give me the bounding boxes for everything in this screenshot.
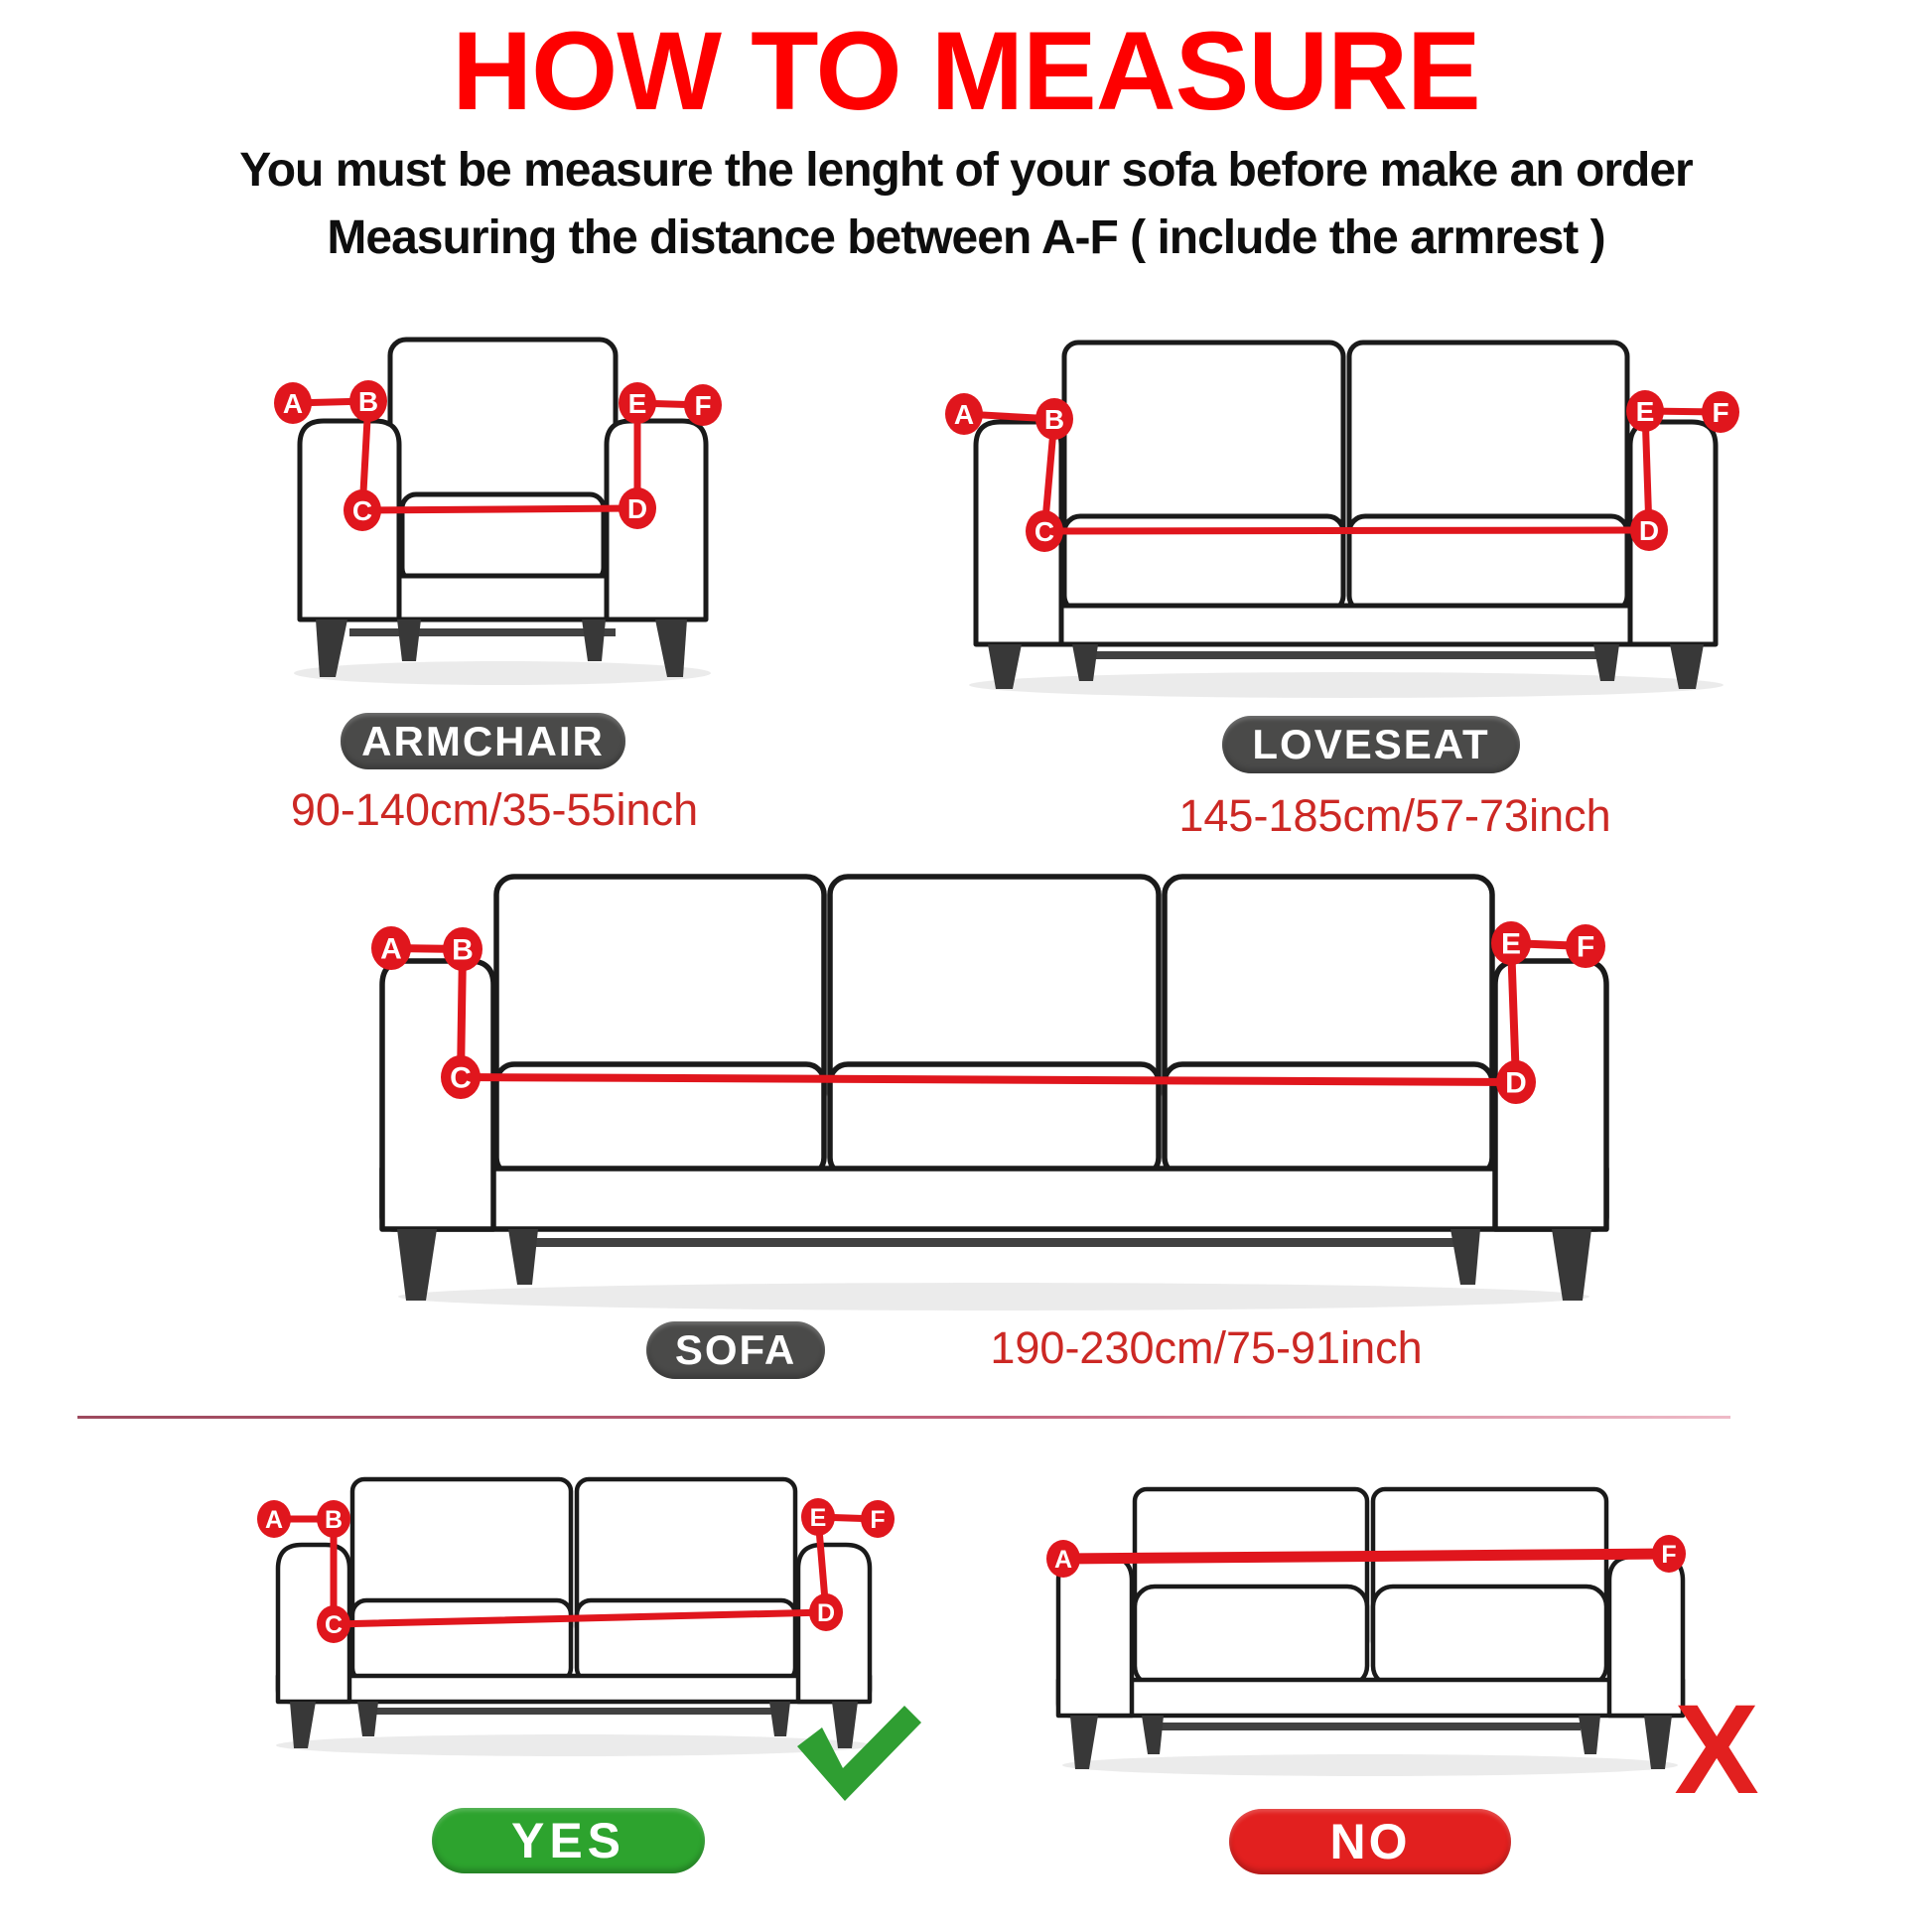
svg-text:D: D bbox=[626, 492, 648, 524]
svg-text:D: D bbox=[1638, 514, 1660, 546]
loveseat-label-pill bbox=[1222, 716, 1520, 773]
floor-shadow bbox=[276, 1734, 872, 1756]
svg-text:F: F bbox=[1712, 396, 1729, 428]
marker-e-badge bbox=[1491, 921, 1531, 965]
svg-text:E: E bbox=[1635, 395, 1655, 427]
sofa-leg bbox=[769, 1702, 790, 1736]
marker-d-badge bbox=[619, 487, 656, 529]
loveseat-diagram bbox=[941, 333, 1747, 698]
measure-line-cd bbox=[1044, 530, 1649, 531]
svg-text:F: F bbox=[1661, 1540, 1677, 1569]
svg-text:C: C bbox=[351, 494, 373, 526]
svg-text:A: A bbox=[953, 398, 975, 430]
sofa-leg bbox=[357, 1702, 378, 1736]
seat-cushion bbox=[1135, 1587, 1367, 1686]
svg-text:B: B bbox=[1043, 403, 1065, 435]
leg-stretcher bbox=[1078, 651, 1614, 659]
sofa-leg bbox=[397, 1229, 437, 1301]
left-armrest bbox=[382, 961, 493, 1229]
sofa-leg bbox=[1142, 1716, 1164, 1754]
loveseat-size-range: 145-185cm/57-73inch bbox=[1178, 790, 1611, 841]
measure-line-cd bbox=[461, 1077, 1516, 1082]
sofa-size-range: 190-230cm/75-91inch bbox=[990, 1322, 1423, 1373]
marker-f-badge bbox=[861, 1500, 895, 1538]
marker-c-badge bbox=[317, 1605, 350, 1643]
marker-a-badge bbox=[257, 1500, 291, 1538]
armchair-size-range: 90-140cm/35-55inch bbox=[290, 784, 699, 835]
floor-shadow bbox=[294, 661, 711, 685]
sofa-base bbox=[1058, 1680, 1683, 1716]
armchair-label: ARMCHAIR bbox=[361, 717, 605, 764]
armchair-label-pill bbox=[341, 713, 625, 769]
sofa-base bbox=[976, 606, 1716, 644]
marker-f-badge bbox=[1652, 1535, 1686, 1573]
sofa-leg bbox=[508, 1229, 538, 1285]
sofa-label: SOFA bbox=[674, 1326, 797, 1373]
armchair-diagram bbox=[268, 333, 725, 685]
check-icon bbox=[797, 1706, 921, 1801]
marker-b-badge bbox=[443, 927, 483, 971]
section-divider bbox=[77, 1416, 1730, 1419]
svg-text:B: B bbox=[324, 1505, 344, 1534]
marker-f-badge bbox=[1566, 924, 1605, 968]
measure-line-af bbox=[1063, 1554, 1669, 1559]
sofa-base bbox=[278, 1676, 870, 1702]
sofa-label-pill bbox=[646, 1321, 825, 1379]
sofa-leg bbox=[1450, 1229, 1480, 1285]
leg-stretcher bbox=[512, 1238, 1477, 1247]
svg-text:E: E bbox=[809, 1503, 827, 1532]
wrong-measure-diagram bbox=[1040, 1473, 1771, 1821]
subtitle-line-1: You must be measure the lenght of your sofa before make an order bbox=[239, 144, 1693, 197]
sofa-leg bbox=[582, 620, 606, 661]
marker-d-badge bbox=[809, 1593, 843, 1631]
subtitle bbox=[0, 137, 1932, 272]
marker-e-badge bbox=[801, 1498, 835, 1536]
svg-text:D: D bbox=[1505, 1066, 1527, 1100]
marker-c-badge bbox=[344, 489, 381, 531]
marker-b-badge bbox=[1035, 398, 1073, 440]
sofa-leg bbox=[1552, 1229, 1591, 1301]
marker-b-badge bbox=[317, 1500, 350, 1538]
svg-text:A: A bbox=[264, 1505, 284, 1534]
svg-text:A: A bbox=[1053, 1545, 1073, 1574]
sofa-diagram bbox=[369, 870, 1618, 1312]
leg-stretcher bbox=[349, 628, 616, 636]
marker-b-badge bbox=[349, 380, 387, 422]
measure-line-cd bbox=[362, 508, 637, 510]
marker-f-badge bbox=[1702, 391, 1739, 433]
yes-badge bbox=[432, 1808, 705, 1873]
svg-text:D: D bbox=[816, 1598, 836, 1627]
sofa-base bbox=[382, 1169, 1606, 1229]
svg-text:F: F bbox=[1576, 930, 1595, 964]
marker-a-badge bbox=[1046, 1540, 1080, 1578]
yes-label: YES bbox=[510, 1813, 626, 1868]
marker-f-badge bbox=[684, 384, 722, 426]
seat-cushion bbox=[1373, 1587, 1606, 1686]
right-armrest bbox=[607, 421, 706, 620]
svg-text:E: E bbox=[1500, 927, 1522, 961]
marker-c-badge bbox=[441, 1055, 481, 1099]
marker-e-badge bbox=[1626, 390, 1664, 432]
x-icon: X bbox=[1674, 1679, 1759, 1821]
correct-measure-diagram bbox=[250, 1473, 937, 1805]
svg-text:A: A bbox=[380, 932, 402, 966]
marker-d-badge bbox=[1496, 1060, 1536, 1104]
svg-text:F: F bbox=[694, 389, 712, 421]
svg-text:B: B bbox=[452, 933, 474, 967]
marker-a-badge bbox=[945, 393, 983, 435]
page-title: HOW TO MEASURE bbox=[452, 9, 1480, 133]
sofa-leg bbox=[397, 620, 421, 661]
svg-text:A: A bbox=[282, 387, 304, 419]
floor-shadow bbox=[398, 1283, 1589, 1311]
marker-a-badge bbox=[274, 382, 312, 424]
svg-text:E: E bbox=[627, 387, 647, 419]
marker-a-badge bbox=[371, 926, 411, 970]
svg-text:F: F bbox=[870, 1505, 886, 1534]
sofa-leg bbox=[1579, 1716, 1600, 1754]
seat-cushion bbox=[352, 1600, 571, 1682]
subtitle-line-2: Measuring the distance between A-F ( include the armrest ) bbox=[327, 211, 1605, 265]
right-armrest bbox=[1609, 1557, 1683, 1716]
svg-text:B: B bbox=[357, 385, 379, 417]
marker-c-badge bbox=[1026, 510, 1063, 552]
no-label: NO bbox=[1329, 1814, 1411, 1869]
left-armrest bbox=[1058, 1557, 1132, 1716]
marker-e-badge bbox=[619, 382, 656, 424]
svg-text:C: C bbox=[324, 1610, 344, 1639]
svg-text:C: C bbox=[1034, 515, 1055, 547]
marker-d-badge bbox=[1630, 509, 1668, 551]
loveseat-label: LOVESEAT bbox=[1252, 721, 1490, 767]
leg-stretcher bbox=[1148, 1723, 1581, 1730]
no-badge bbox=[1229, 1809, 1511, 1874]
svg-text:C: C bbox=[450, 1061, 472, 1095]
leg-stretcher bbox=[363, 1708, 780, 1715]
floor-shadow bbox=[1062, 1754, 1678, 1776]
